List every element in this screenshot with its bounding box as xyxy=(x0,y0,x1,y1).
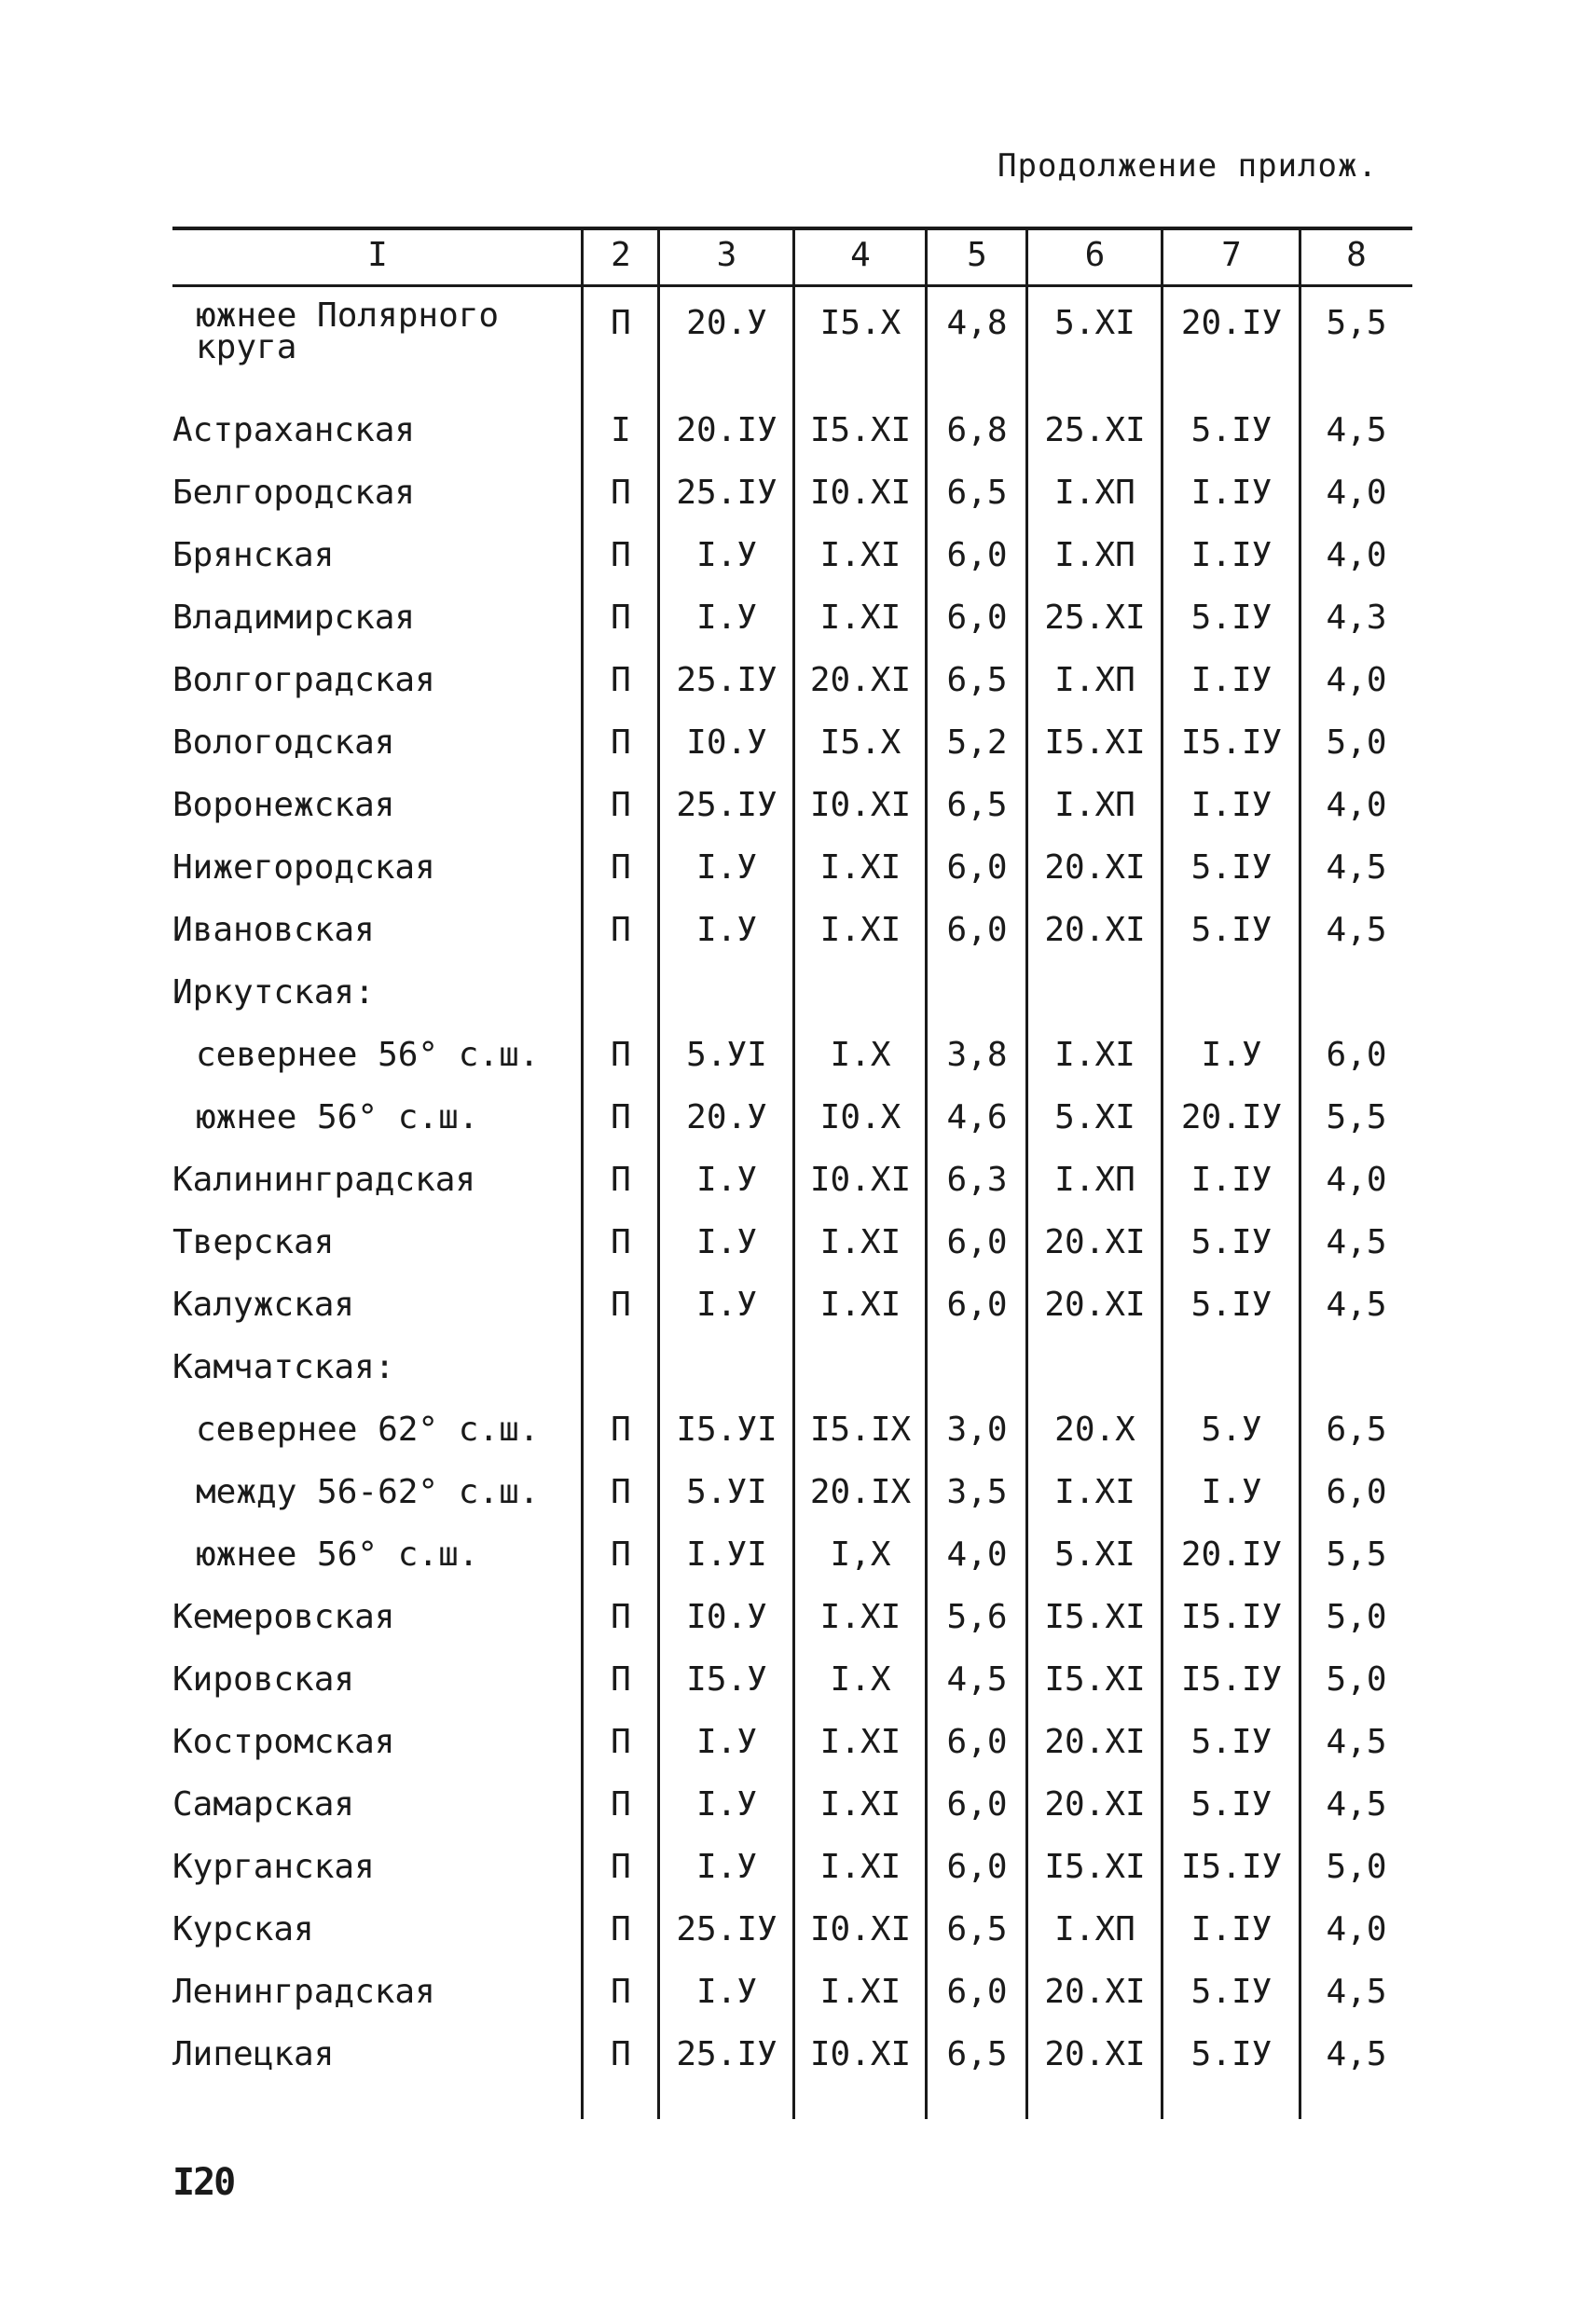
value-cell: 20.IУ xyxy=(1180,1535,1283,1574)
value-cell: П xyxy=(611,1161,631,1199)
value-cell: I.XП xyxy=(1054,661,1135,699)
value-cell: I5.IУ xyxy=(1180,1660,1283,1699)
region-name-cell: севернее 62° с.ш. xyxy=(196,1411,540,1449)
value-cell: I.У xyxy=(695,599,758,637)
value-cell: 5,5 xyxy=(1326,304,1387,342)
region-name-cell: южнее Полярного круга xyxy=(196,296,500,366)
value-cell: I.XI xyxy=(1054,1473,1135,1511)
value-cell: П xyxy=(611,1098,631,1136)
value-cell: 20.XI xyxy=(1044,1723,1146,1761)
table-row xyxy=(0,900,1596,961)
value-cell: 5.УI xyxy=(686,1036,767,1074)
table-row xyxy=(0,462,1596,524)
value-cell: 20.IУ xyxy=(676,411,777,449)
value-cell: I.У xyxy=(695,1161,758,1199)
column-header: 5 xyxy=(967,236,987,274)
value-cell: 5.IУ xyxy=(1190,411,1273,449)
table-row xyxy=(0,1774,1596,1836)
region-name-cell: Белгородская xyxy=(172,474,416,512)
value-cell: 20.У xyxy=(686,304,767,342)
value-cell: 20.XI xyxy=(1044,1785,1146,1824)
value-cell: I.IУ xyxy=(1190,1161,1273,1199)
value-cell: П xyxy=(611,1223,631,1261)
value-cell: 20.IX xyxy=(809,1473,912,1511)
value-cell: 6,5 xyxy=(946,474,1008,512)
value-cell: 25.XI xyxy=(1044,599,1146,637)
value-cell: П xyxy=(611,1535,631,1574)
value-cell: I.У xyxy=(695,911,758,949)
value-cell: П xyxy=(611,474,631,512)
value-cell: I0.XI xyxy=(809,2035,912,2073)
table-row xyxy=(0,1212,1596,1274)
value-cell: 6,3 xyxy=(946,1161,1008,1199)
value-cell: 6,0 xyxy=(946,1723,1008,1761)
value-cell: I.XП xyxy=(1054,786,1135,824)
value-cell: 6,0 xyxy=(1326,1473,1387,1511)
value-cell: 5,0 xyxy=(1326,1660,1387,1699)
value-cell: I.У xyxy=(1201,1473,1262,1511)
value-cell xyxy=(1027,962,1163,1024)
value-cell: I.XI xyxy=(819,1223,901,1261)
value-cell: I.XI xyxy=(1054,1036,1135,1074)
value-cell: I5.XI xyxy=(1044,723,1146,762)
value-cell xyxy=(927,962,1027,1024)
value-cell: П xyxy=(611,848,631,887)
region-name-cell: Ивановская xyxy=(172,911,375,949)
value-cell: 6,0 xyxy=(1326,1036,1387,1074)
value-cell: I.У xyxy=(695,536,758,574)
value-cell: I.У xyxy=(695,848,758,887)
region-name-cell: южнее 56° с.ш. xyxy=(196,1098,479,1136)
value-cell: I.У xyxy=(695,1286,758,1324)
value-cell: 4,5 xyxy=(1326,848,1387,887)
value-cell: 4,5 xyxy=(1326,1973,1387,2011)
value-cell: I.XI xyxy=(819,911,901,949)
table-row xyxy=(0,962,1596,1024)
value-cell: I.IУ xyxy=(1190,474,1273,512)
value-cell: 5.IУ xyxy=(1190,1785,1273,1824)
table-row xyxy=(0,712,1596,774)
value-cell: 5.У xyxy=(1201,1411,1262,1449)
value-cell: П xyxy=(611,1848,631,1886)
region-name-cell: Кемеровская xyxy=(172,1598,395,1636)
table-row xyxy=(0,1337,1596,1398)
table-row xyxy=(0,1962,1596,2023)
value-cell: 20.XI xyxy=(809,661,912,699)
value-cell: 6,0 xyxy=(946,911,1008,949)
value-cell: I.X xyxy=(830,1036,891,1074)
value-cell: 6,0 xyxy=(946,599,1008,637)
region-name-cell: Курганская xyxy=(172,1848,375,1886)
value-cell: I.IУ xyxy=(1190,1910,1273,1948)
value-cell: I0.XI xyxy=(809,786,912,824)
value-cell: 5.IУ xyxy=(1190,2035,1273,2073)
region-name-cell: Нижегородская xyxy=(172,848,435,887)
value-cell: I.XП xyxy=(1054,474,1135,512)
table-row xyxy=(0,1587,1596,1648)
value-cell: I0.XI xyxy=(809,474,912,512)
value-cell: I.IУ xyxy=(1190,536,1273,574)
value-cell: I0.У xyxy=(686,723,767,762)
region-name-cell: Астраханская xyxy=(172,411,416,449)
table-row xyxy=(0,837,1596,899)
region-name-cell: Ленинградская xyxy=(172,1973,435,2011)
value-cell: I5.XI xyxy=(809,411,912,449)
column-header: 7 xyxy=(1221,236,1242,274)
value-cell: П xyxy=(611,304,631,342)
value-cell: 4,5 xyxy=(1326,1223,1387,1261)
value-cell: 4,0 xyxy=(1326,1161,1387,1199)
value-cell xyxy=(583,962,659,1024)
value-cell: I.XП xyxy=(1054,536,1135,574)
value-cell: I0.X xyxy=(819,1098,901,1136)
value-cell: I5.IУ xyxy=(1180,1598,1283,1636)
value-cell: 5.IУ xyxy=(1190,1286,1273,1324)
value-cell: 6,0 xyxy=(946,536,1008,574)
table-row xyxy=(0,775,1596,836)
value-cell: I0.XI xyxy=(809,1910,912,1948)
value-cell: 3,0 xyxy=(946,1411,1008,1449)
region-name-cell: Костромская xyxy=(172,1723,395,1761)
value-cell: 4,5 xyxy=(1326,2035,1387,2073)
column-header: 3 xyxy=(716,236,737,274)
region-name-cell: Тверская xyxy=(172,1223,335,1261)
value-cell: 3,5 xyxy=(946,1473,1008,1511)
value-cell: I xyxy=(611,411,631,449)
table-row xyxy=(0,1712,1596,1773)
value-cell xyxy=(1163,962,1300,1024)
value-cell: 4,5 xyxy=(1326,411,1387,449)
table-row xyxy=(0,1837,1596,1898)
value-cell: 5.IУ xyxy=(1190,848,1273,887)
table-row xyxy=(0,1025,1596,1086)
table-row xyxy=(0,293,1596,386)
region-name-cell: Воронежская xyxy=(172,786,395,824)
value-cell: 5,0 xyxy=(1326,723,1387,762)
table-row xyxy=(0,400,1596,461)
value-cell: П xyxy=(611,1973,631,2011)
table-row xyxy=(0,1649,1596,1711)
value-cell: I.У xyxy=(695,1785,758,1824)
value-cell: I0.XI xyxy=(809,1161,912,1199)
value-cell: 4,5 xyxy=(946,1660,1008,1699)
value-cell: 5,2 xyxy=(946,723,1008,762)
value-cell: I5.У xyxy=(686,1660,767,1699)
value-cell: 4,5 xyxy=(1326,1785,1387,1824)
value-cell: 5.УI xyxy=(686,1473,767,1511)
region-name-cell: южнее 56° с.ш. xyxy=(196,1535,479,1574)
value-cell: 20.IУ xyxy=(1180,1098,1283,1136)
value-cell: I.XП xyxy=(1054,1161,1135,1199)
value-cell xyxy=(927,1337,1027,1398)
value-cell: 6,0 xyxy=(946,1973,1008,2011)
value-cell: I.XI xyxy=(819,1848,901,1886)
value-cell: П xyxy=(611,1036,631,1074)
table-row xyxy=(0,1087,1596,1149)
value-cell: 4,0 xyxy=(1326,474,1387,512)
region-name-cell: Камчатская: xyxy=(172,1348,395,1386)
value-cell: 5.IУ xyxy=(1190,911,1273,949)
region-name-cell: Калужская xyxy=(172,1286,355,1324)
value-cell: П xyxy=(611,661,631,699)
value-cell: I.У xyxy=(695,1723,758,1761)
value-cell: П xyxy=(611,786,631,824)
value-cell: I5.XI xyxy=(1044,1598,1146,1636)
value-cell: 25.XI xyxy=(1044,411,1146,449)
value-cell: 5.IУ xyxy=(1190,1223,1273,1261)
value-cell: I5.XI xyxy=(1044,1848,1146,1886)
value-cell: 6,0 xyxy=(946,1223,1008,1261)
value-cell: 4,6 xyxy=(946,1098,1008,1136)
value-cell: 25.IУ xyxy=(676,474,777,512)
value-cell: 20.XI xyxy=(1044,848,1146,887)
region-name-cell: Курская xyxy=(172,1910,314,1948)
value-cell xyxy=(1300,1337,1412,1398)
value-cell: 4,0 xyxy=(1326,786,1387,824)
value-cell: 5.XI xyxy=(1054,1535,1135,1574)
value-cell: 5.XI xyxy=(1054,1098,1135,1136)
value-cell: 4,5 xyxy=(1326,1723,1387,1761)
column-header: 4 xyxy=(850,236,871,274)
value-cell: I5.IX xyxy=(809,1411,912,1449)
value-cell: I.XI xyxy=(819,1973,901,2011)
value-cell: П xyxy=(611,536,631,574)
value-cell: 6,0 xyxy=(946,1785,1008,1824)
table-row xyxy=(0,1150,1596,1211)
value-cell: П xyxy=(611,1910,631,1948)
value-cell: 20.XI xyxy=(1044,1973,1146,2011)
value-cell: I5.УI xyxy=(676,1411,777,1449)
page-number: I20 xyxy=(172,2161,235,2204)
region-name-cell: Владимирская xyxy=(172,599,416,637)
value-cell: 20.X xyxy=(1054,1411,1135,1449)
value-cell: 6,5 xyxy=(946,1910,1008,1948)
value-cell: 5.IУ xyxy=(1190,1973,1273,2011)
value-cell: I.IУ xyxy=(1190,661,1273,699)
table-row xyxy=(0,650,1596,711)
value-cell: 6,5 xyxy=(946,2035,1008,2073)
value-cell: I.XI xyxy=(819,1286,901,1324)
value-cell: 6,5 xyxy=(946,786,1008,824)
value-cell: 6,0 xyxy=(946,1848,1008,1886)
value-cell xyxy=(1027,1337,1163,1398)
continuation-heading: Продолжение прилож. xyxy=(998,147,1378,185)
value-cell: П xyxy=(611,911,631,949)
value-cell: 20.IУ xyxy=(1180,304,1283,342)
value-cell: I.У xyxy=(695,1223,758,1261)
value-cell: I.XI xyxy=(819,1723,901,1761)
value-cell: 20.У xyxy=(686,1098,767,1136)
table-row xyxy=(0,1524,1596,1586)
value-cell: 6,0 xyxy=(946,848,1008,887)
value-cell: I.XI xyxy=(819,848,901,887)
value-cell: 4,0 xyxy=(1326,536,1387,574)
region-name-cell: между 56-62° с.ш. xyxy=(196,1473,540,1511)
value-cell: 4,3 xyxy=(1326,599,1387,637)
region-name-cell: Липецкая xyxy=(172,2035,335,2073)
value-cell: 5,0 xyxy=(1326,1598,1387,1636)
table-row xyxy=(0,1274,1596,1336)
value-cell: П xyxy=(611,1473,631,1511)
value-cell xyxy=(794,1337,927,1398)
value-cell: I0.У xyxy=(686,1598,767,1636)
value-cell: П xyxy=(611,1785,631,1824)
value-cell: I5.X xyxy=(819,723,901,762)
value-cell: I.У xyxy=(695,1848,758,1886)
table-row xyxy=(0,1462,1596,1523)
value-cell: П xyxy=(611,1723,631,1761)
value-cell xyxy=(794,962,927,1024)
value-cell: 4,0 xyxy=(1326,661,1387,699)
value-cell: I5.X xyxy=(819,304,901,342)
value-cell xyxy=(583,1337,659,1398)
value-cell: 4,0 xyxy=(946,1535,1008,1574)
column-header: 2 xyxy=(611,236,631,274)
value-cell: П xyxy=(611,599,631,637)
value-cell: 4,5 xyxy=(1326,911,1387,949)
table-row xyxy=(0,525,1596,586)
value-cell: 25.IУ xyxy=(676,661,777,699)
value-cell: 3,8 xyxy=(946,1036,1008,1074)
value-cell: I.У xyxy=(1201,1036,1262,1074)
value-cell: 5,5 xyxy=(1326,1535,1387,1574)
value-cell xyxy=(659,1337,794,1398)
value-cell: 20.XI xyxy=(1044,2035,1146,2073)
value-cell: 6,5 xyxy=(1326,1411,1387,1449)
region-name-cell: Кировская xyxy=(172,1660,355,1699)
value-cell: 4,5 xyxy=(1326,1286,1387,1324)
value-cell: 20.XI xyxy=(1044,1286,1146,1324)
table-row xyxy=(0,1899,1596,1961)
value-cell: 6,0 xyxy=(946,1286,1008,1324)
value-cell: 5.XI xyxy=(1054,304,1135,342)
value-cell: I5.XI xyxy=(1044,1660,1146,1699)
value-cell: I.УI xyxy=(686,1535,767,1574)
table-row xyxy=(0,2024,1596,2086)
value-cell: П xyxy=(611,1411,631,1449)
value-cell xyxy=(1163,1337,1300,1398)
value-cell: 25.IУ xyxy=(676,1910,777,1948)
value-cell: 25.IУ xyxy=(676,786,777,824)
region-name-cell: Иркутская: xyxy=(172,973,375,1012)
region-name-cell: Волгоградская xyxy=(172,661,435,699)
value-cell xyxy=(1300,962,1412,1024)
value-cell: I.XI xyxy=(819,1785,901,1824)
value-cell: 4,0 xyxy=(1326,1910,1387,1948)
column-header: 8 xyxy=(1346,236,1367,274)
table-row xyxy=(0,587,1596,649)
value-cell: I5.IУ xyxy=(1180,723,1283,762)
value-cell: 5.IУ xyxy=(1190,1723,1273,1761)
region-name-cell: Самарская xyxy=(172,1785,355,1824)
column-header: 6 xyxy=(1084,236,1106,274)
region-name-cell: Брянская xyxy=(172,536,335,574)
value-cell: 5.IУ xyxy=(1190,599,1273,637)
value-cell: 4,8 xyxy=(946,304,1008,342)
value-cell: 6,5 xyxy=(946,661,1008,699)
value-cell: П xyxy=(611,1660,631,1699)
value-cell: I.XI xyxy=(819,536,901,574)
value-cell: 20.XI xyxy=(1044,1223,1146,1261)
region-name-cell: Калининградская xyxy=(172,1161,476,1199)
value-cell: П xyxy=(611,1598,631,1636)
value-cell: 5,6 xyxy=(946,1598,1008,1636)
value-cell: I.IУ xyxy=(1190,786,1273,824)
value-cell: I.XI xyxy=(819,599,901,637)
value-cell: I.У xyxy=(695,1973,758,2011)
value-cell: 6,8 xyxy=(946,411,1008,449)
value-cell: I.XП xyxy=(1054,1910,1135,1948)
value-cell: 5,5 xyxy=(1326,1098,1387,1136)
value-cell: 5,0 xyxy=(1326,1848,1387,1886)
value-cell: 20.XI xyxy=(1044,911,1146,949)
column-header: I xyxy=(367,236,388,274)
value-cell: П xyxy=(611,1286,631,1324)
region-name-cell: Вологодская xyxy=(172,723,395,762)
value-cell: I5.IУ xyxy=(1180,1848,1283,1886)
table-row xyxy=(0,1399,1596,1461)
region-name-cell: севернее 56° с.ш. xyxy=(196,1036,540,1074)
value-cell: I.X xyxy=(830,1660,891,1699)
value-cell: I,X xyxy=(830,1535,891,1574)
value-cell: I.XI xyxy=(819,1598,901,1636)
value-cell: 25.IУ xyxy=(676,2035,777,2073)
value-cell: П xyxy=(611,2035,631,2073)
value-cell xyxy=(659,962,794,1024)
value-cell: П xyxy=(611,723,631,762)
